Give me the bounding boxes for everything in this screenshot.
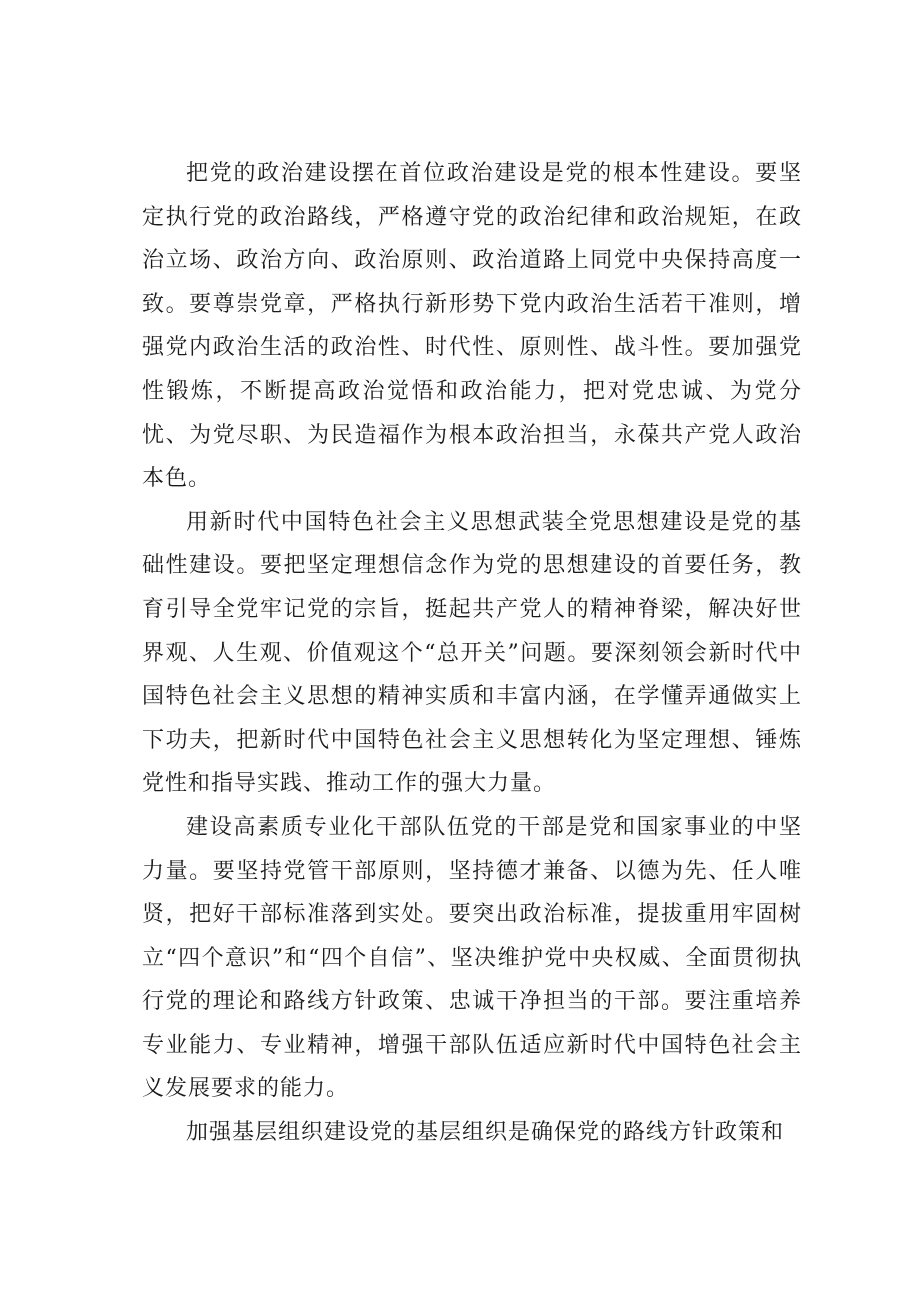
paragraph-political-building: 把党的政治建设摆在首位政治建设是党的根本性建设。要坚定执行党的政治路线，严格遵守党的政治纪律和政治规矩，在政治立场、政治方向、政治原则、政治道路上同党中央保持高度一致。要尊崇党章，严格执行新形势下党内政治生活若干准则，增强党内政治生活的政治性、时代性、原则性、战斗性。要加强党性锻炼，不断提高政治觉悟和政治能力，把对党忠诚、为党分忧、为党尽职、为民造福作为根本政治担当，永葆共产党人政治本色。	[142, 161, 802, 492]
paragraph-grassroots-organization: 加强基层组织建设党的基层组织是确保党的路线方针政策和	[186, 1120, 785, 1146]
paragraph-cadre-team: 建设高素质专业化干部队伍党的干部是党和国家事业的中坚力量。要坚持党管干部原则，坚持德才兼备、以德为先、任人唯贤，把好干部标准落到实处。要突出政治标准，提拔重用牢固树立“四个意识”和“四个自信”、坚决维护党中央权威、全面贯彻执行党的理论和路线方针政策、忠诚干净担当的干部。要注重培养专业能力、专业精神，增强干部队伍适应新时代中国特色社会主义发展要求的能力。	[142, 814, 802, 1102]
document-body	[142, 152, 802, 1155]
paragraph-ideological-building: 用新时代中国特色社会主义思想武装全党思想建设是党的基础性建设。要把坚定理想信念作为党的思想建设的首要任务，教育引导全党牢记党的宗旨，挺起共产党人的精神脊梁，解决好世界观、人生观、价值观这个“总开关”问题。要深刻领会新时代中国特色社会主义思想的精神实质和丰富内涵，在学懂弄通做实上下功夫，把新时代中国特色社会主义思想转化为坚定理想、锤炼党性和指导实践、推动工作的强大力量。	[142, 509, 802, 797]
